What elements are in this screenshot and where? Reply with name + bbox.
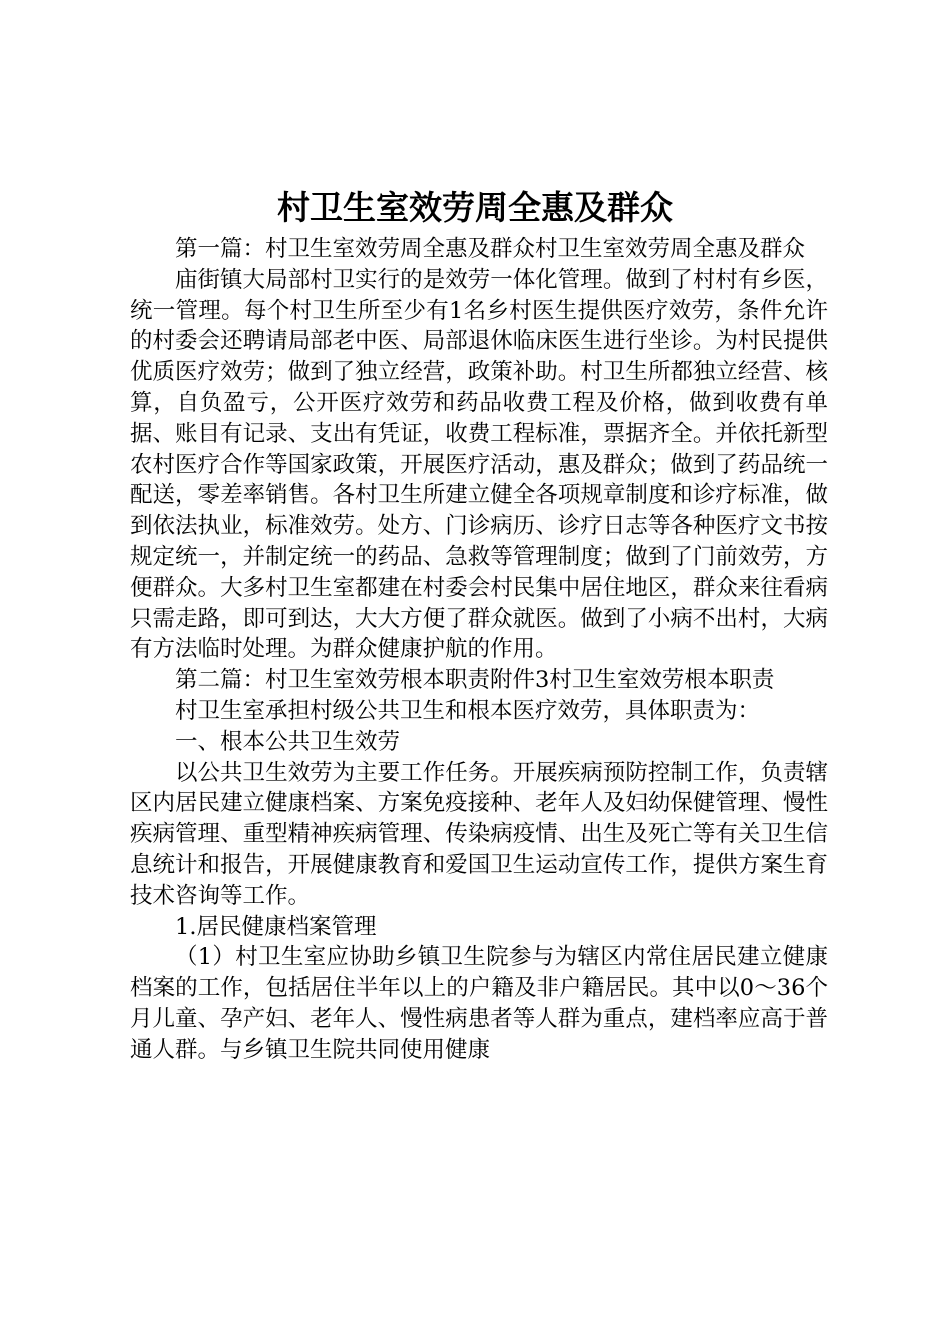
paragraph-part1-body: 庙街镇大局部村卫实行的是效劳一体化管理。做到了村村有乡医，统一管理。每个村卫生所至少有1名乡村医生提供医疗效劳，条件允许的村委会还聘请局部老中医、局部退休临床医生进行坐诊。为村民提供优质医疗效劳；做到了独立经营，政策补助。村卫生所都独立经营、核算，自负盈亏，公开医疗效劳和药品收费工程及价格，做到收费有单据、账目有记录、支出有凭证，收费工程标准，票据齐全。并依托新型农村医疗合作等国家政策，开展医疗活动，惠及群众；做到了药品统一配送，零差率销售。各村卫生所建立健全各项规章制度和诊疗标准，做到依法执业，标准效劳。处方、门诊病历、诊疗日志等各种医疗文书按规定统一，并制定统一的药品、急救等管理制度；做到了门前效劳，方便群众。大多村卫生室都建在村委会村民集中居住地区，群众来往看病只需走路，即可到达，大大方便了群众就医。做到了小病不出村，大病有方法临时处理。为群众健康护航的作用。: [130, 266, 828, 663]
paragraph-duties-intro: 村卫生室承担村级公共卫生和根本医疗效劳，具体职责为：: [175, 697, 761, 724]
subsection-heading-health-records: 1.居民健康档案管理: [175, 913, 377, 940]
paragraph-part2-heading: 第二篇：村卫生室效劳根本职责附件3村卫生室效劳根本职责: [175, 667, 775, 694]
paragraph-part1-heading: 第一篇：村卫生室效劳周全惠及群众村卫生室效劳周全惠及群众: [175, 236, 806, 262]
document-title: 村卫生室效劳周全惠及群众: [277, 188, 673, 227]
section-heading-public-health: 一、根本公共卫生效劳: [175, 728, 401, 755]
paragraph-health-records: （1）村卫生室应协助乡镇卫生院参与为辖区内常住居民建立健康档案的工作，包括居住半年以上的户籍及非户籍居民。其中以0～36个月儿童、孕产妇、老年人、慢性病患者等人群为重点，建档率应高于普通人群。与乡镇卫生院共同使用健康: [130, 944, 828, 1063]
paragraph-public-health: 以公共卫生效劳为主要工作任务。开展疾病预防控制工作，负责辖区内居民建立健康档案、方案免疫接种、老年人及妇幼保健管理、慢性疾病管理、重型精神疾病管理、传染病疫情、出生及死亡等有关卫生信息统计和报告，开展健康教育和爱国卫生运动宣传工作，提供方案生育技术咨询等工作。: [130, 759, 828, 909]
document-body: [130, 234, 828, 1066]
